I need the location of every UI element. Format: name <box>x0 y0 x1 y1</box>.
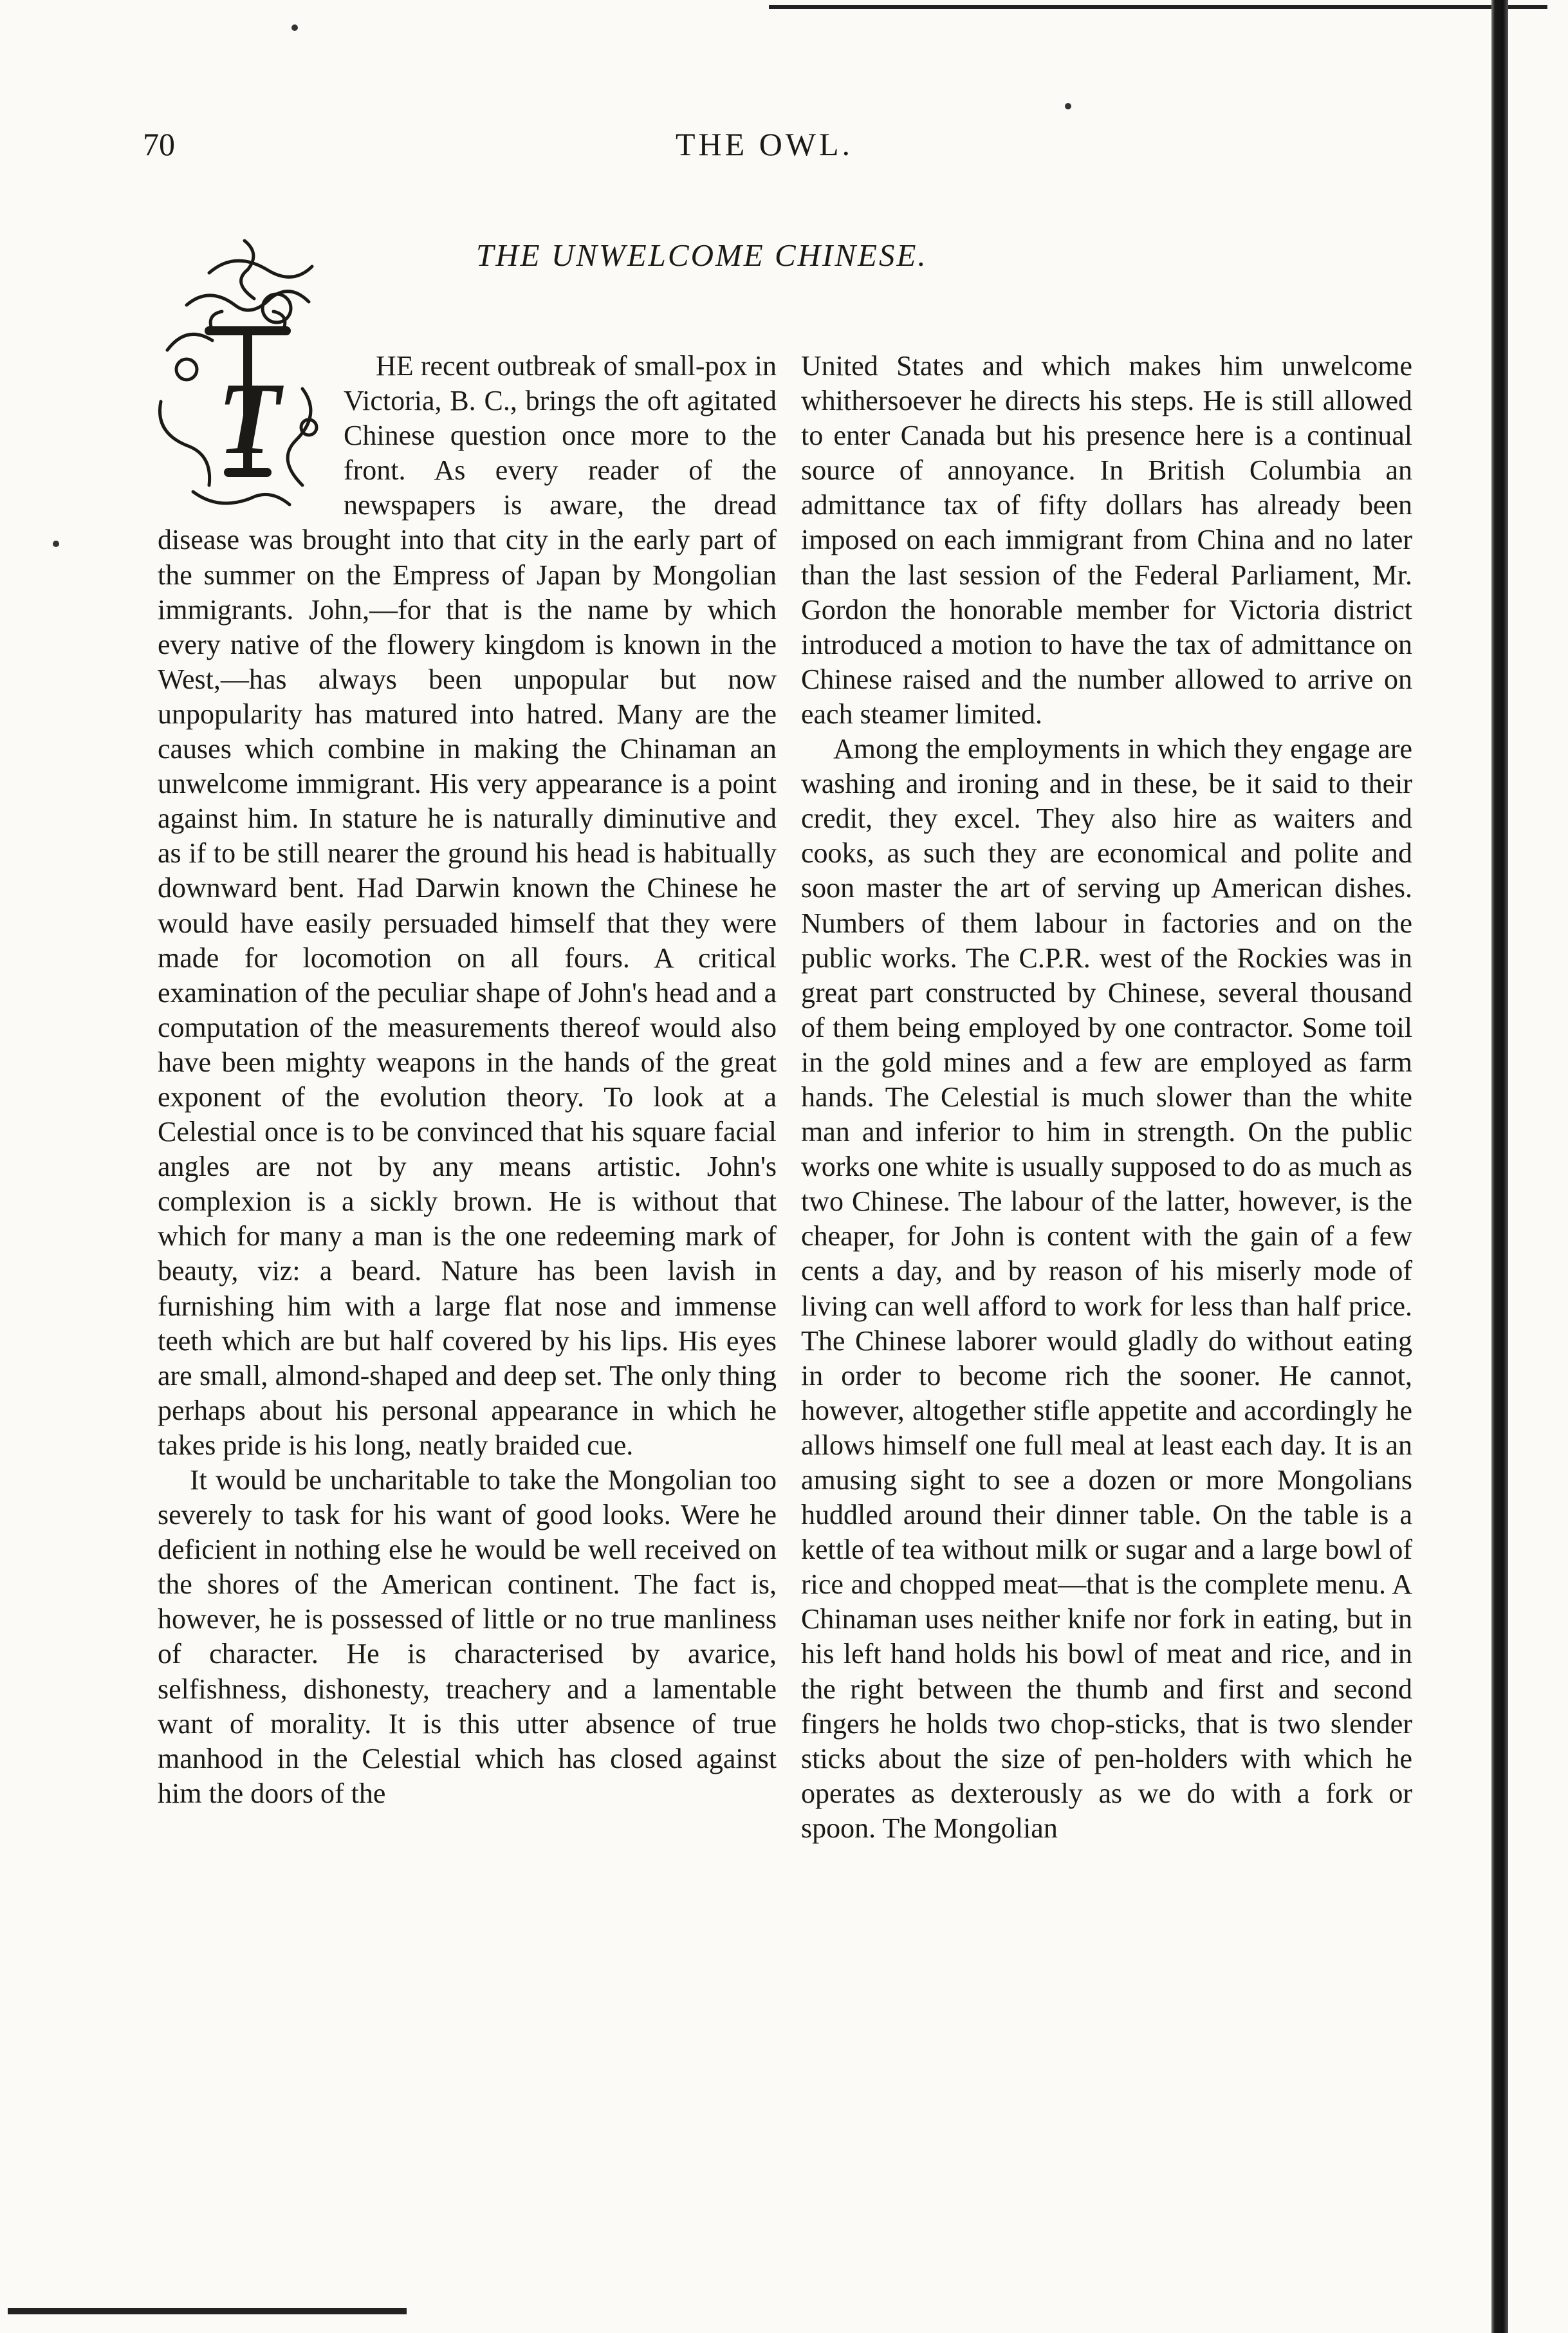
ornamental-drop-cap <box>148 234 335 523</box>
ink-speck <box>291 24 298 31</box>
paragraph: United States and which makes him unwelcome whithersoever he directs his steps. He is still allowed to enter Canada but his presence here is a continual source of annoyance. In British Columbia an admittance tax of fifty dollars has already been imposed on each immigrant from China and no later than the last session of the Federal Parliament, Mr. Gordon the honorable member for Victoria district introduced a motion to have the tax of admittance on Chinese raised and the number allowed to arrive on each steamer limited. <box>801 350 1412 730</box>
page-edge-shadow <box>1491 0 1508 2333</box>
bottom-rule <box>8 2308 407 2314</box>
top-rule <box>769 5 1547 9</box>
paragraph: It would be uncharitable to take the Mongolian too severely to task for his want of good looks. Were he deficient in nothing else he would be well received on the shores of the American continent. The fact is, however, he is possessed of little or no true manliness of character. He is characterised by avarice, selfishness, dishonesty, treachery and a lamentable want of morality. It is this utter absence of true manhood in the Celestial which has closed against him the doors of the <box>158 1464 777 1809</box>
ink-speck <box>53 541 59 547</box>
right-column <box>801 349 1412 1846</box>
paragraph: HE recent outbreak of small-pox in Victoria, B. C., brings the oft agitated Chinese question once more to the front. As every reader of the newspapers is aware, the dread disease was brought into that city in the early part of the summer on the Empress of Japan by Mongolian immigrants. John,—for that is the name by which every native of the flowery kingdom is known in the West,—has always been unpopular but now unpopularity has matured into hatred. Many are the causes which combine in making the Chinaman an unwelcome immigrant. His very appearance is a point against him. In stature he is naturally diminutive and as if to be still nearer the ground his head is habitually downward bent. Had Darwin known the Chinese he would have easily persuaded himself that they were made for locomotion on all fours. A critical examination of the peculiar shape of John's head and a computation of the measurements thereof would also have been mighty weapons in the hands of the great exponent of the evolution theory. To look at a Celestial once is to be convinced that his square facial angles are not by any means artistic. John's complexion is a sickly brown. He is without that which for many a man is the one redeeming mark of beauty, viz: a beard. Nature has been lavish in furnishing him with a large flat nose and immense teeth which are but half covered by his lips. His eyes are small, almond-shaped and deep set. The only thing perhaps about his personal appearance in which he takes pride is his long, neatly braided cue. <box>158 350 777 1461</box>
ink-speck <box>1065 103 1071 109</box>
left-column <box>158 349 777 1811</box>
page-number: 70 <box>143 126 175 162</box>
running-head: THE OWL. <box>676 126 854 162</box>
drop-cap-letter: T <box>217 361 281 476</box>
article-title: THE UNWELCOME CHINESE. <box>476 237 928 273</box>
paragraph: Among the employments in which they engage are washing and ironing and in these, be it said to their credit, they excel. They also hire as waiters and cooks, as such they are economical and polite and soon master the art of serving up American dishes. Numbers of them labour in factories and on the public works. The C.P.R. west of the Rockies was in great part constructed by Chinese, several thousand of them being employed by one contractor. Some toil in the gold mines and a few are employed as farm hands. The Celestial is much slower than the white man and inferior to him in strength. On the public works one white is usually supposed to do as much as two Chinese. The labour of the latter, however, is the cheaper, for John is content with the gain of a few cents a day, and by reason of his miserly mode of living can well afford to work for less than half price. The Chinese laborer would gladly do without eating in order to become rich the sooner. He cannot, however, altogether stifle appetite and accordingly he allows himself one full meal at least each day. It is an amusing sight to see a dozen or more Mongolians huddled around their dinner table. On the table is a kettle of tea without milk or sugar and a large bowl of rice and chopped meat—that is the complete menu. A Chinaman uses neither knife nor fork in eating, but in his left hand holds his bowl of meat and rice, and in the right between the thumb and first and second fingers he holds two chop-sticks, that is two slender sticks about the size of pen-holders with which he operates as dexterously as we do with a fork or spoon. The Mongolian <box>801 733 1412 1844</box>
